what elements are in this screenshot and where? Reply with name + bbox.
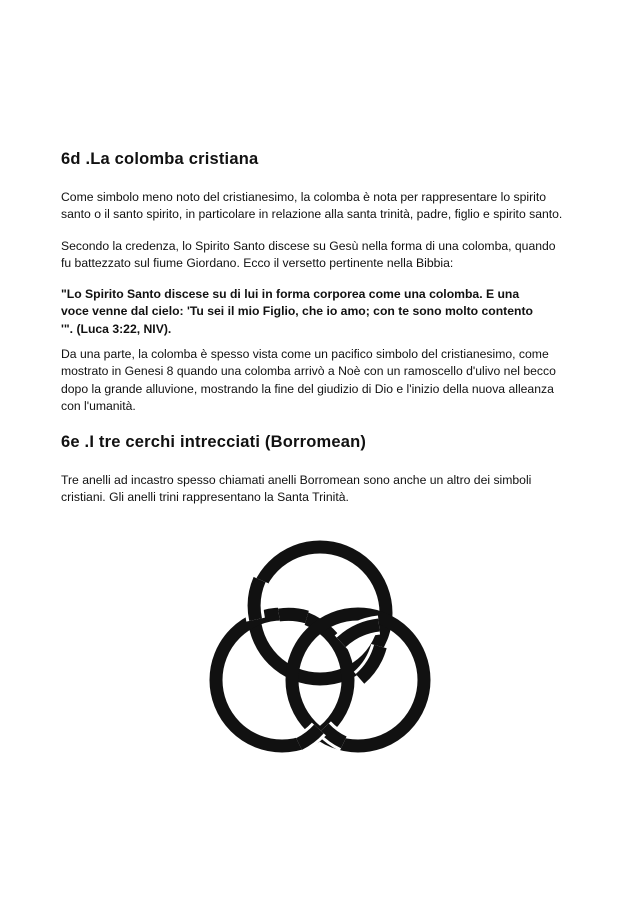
bible-quote — [61, 286, 591, 338]
quote-line: "Lo Spirito Santo discese su di lui in forma corporea come una colomba. E una — [61, 287, 520, 301]
section-heading-borromean: 6e .I tre cerchi intrecciati (Borromean) — [61, 433, 367, 451]
text-line: fu battezzato sul fiume Giordano. Ecco il versetto pertinente nella Bibbia: — [61, 256, 454, 271]
borromean-rings-icon — [200, 530, 440, 775]
borromean-rings-figure — [200, 530, 440, 775]
paragraph-borromean — [61, 472, 591, 507]
paragraph-colomba-credenza — [61, 238, 591, 273]
paragraph-colomba-intro — [61, 189, 591, 224]
text-line: mostrato in Genesi 8 quando una colomba arrivò a Noè con un ramoscello d'ulivo nel becco — [61, 364, 556, 379]
text-line: dopo la grande alluvione, mostrando la fine del giudizio di Dio e l'inizio della nuova alleanza — [61, 381, 554, 396]
text-line: cristiani. Gli anelli trini rappresentano la Santa Trinità. — [61, 490, 349, 505]
text-line: con l'umanità. — [61, 399, 136, 414]
text-line: Come simbolo meno noto del cristianesimo, la colomba è nota per rappresentare lo spirito — [61, 190, 547, 204]
quote-line: voce venne dal cielo: 'Tu sei il mio Figlio, che io amo; con te sono molto contento — [61, 304, 533, 319]
text-line: Da una parte, la colomba è spesso vista come un pacifico simbolo del cristianesimo, come — [61, 347, 549, 361]
text-line: santo o il santo spirito, in particolare in relazione alla santa trinità, padre, figlio e spirito santo. — [61, 207, 563, 222]
text-line: Tre anelli ad incastro spesso chiamati anelli Borromean sono anche un altro dei simboli — [61, 473, 532, 487]
text-line: Secondo la credenza, lo Spirito Santo discese su Gesù nella forma di una colomba, quando — [61, 239, 556, 253]
quote-line: '". (Luca 3:22, NIV). — [61, 321, 172, 336]
paragraph-colomba-genesi — [61, 346, 591, 416]
section-heading-colomba: 6d .La colomba cristiana — [61, 150, 259, 168]
